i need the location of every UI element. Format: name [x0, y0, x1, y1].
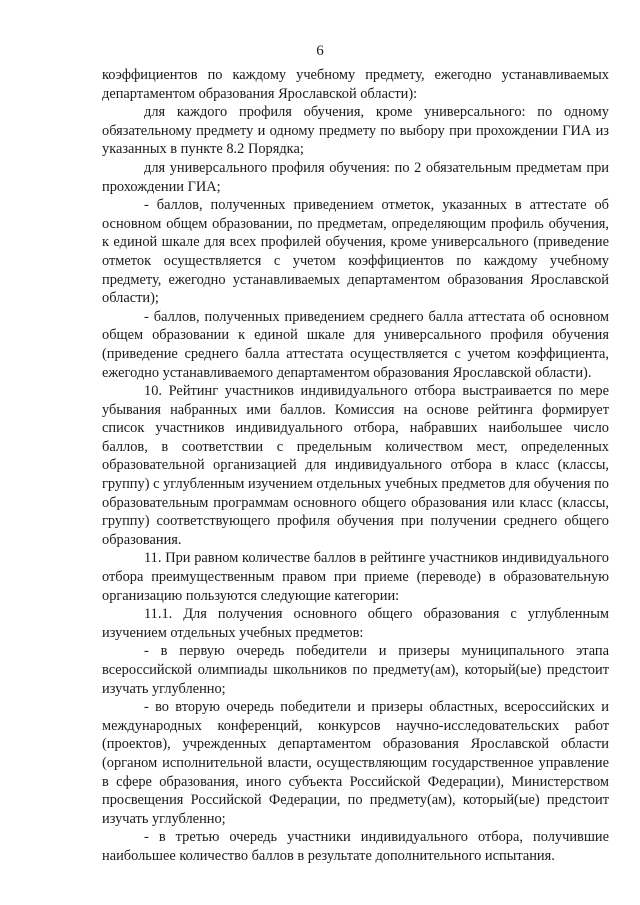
paragraph: коэффициентов по каждому учебному предмету, ежегодно устанавливаемых департаментом образования Ярославской области): [102, 67, 609, 102]
paragraph: - в первую очередь победители и призеры муниципального этапа всероссийской олимпиады школьников по предмету(ам), который(ые) предстоит изучать углубленно; [102, 643, 609, 697]
paragraph: для универсального профиля обучения: по 2 обязательным предметам при прохождении ГИА; [102, 159, 609, 195]
paragraph: - в третью очередь участники индивидуального отбора, получившие наибольшее количество баллов в результате дополнительного испытания. [102, 829, 609, 864]
paragraph: 10. Рейтинг участников индивидуального отбора выстраивается по мере убывания набранных ими баллов. Комиссия на основе рейтинга формирует список участников индивидуального отбора, набравших наибольшее число баллов, в соответствии с предельным количеством мест, определенных образовательной организацией для индивидуального отбора в класс (классы, группу) с углубленным изучением отдельных учебных предметов для обучения по образовательным программам основного общего образования или класс (классы, группу) соответствующего профиля обучения при получении среднего общего образования. [102, 383, 609, 548]
paragraph: 11.1. Для получения основного общего образования с углубленным изучением отдельных учебных предметов: [102, 606, 609, 641]
document-body [102, 66, 609, 866]
paragraph: - баллов, полученных приведением отметок, указанных в аттестате об основном общем образовании, по предметам, определяющим профиль обучения, к единой шкале для всех профилей обучения, кроме универсального (приведение отметок осуществляется с учетом коэффициентов по каждому учебному предмету, ежегодно устанавливаемых департаментом образования Ярославской области); [102, 197, 609, 307]
paragraph: - во вторую очередь победители и призеры областных, всероссийских и международных конференций, конкурсов научно-исследовательских работ (проектов), учрежденных департаментом образования Ярославской области (органом исполнительной власти, осуществляющим государственное управление в сфере образования, иного субъекта Российской Федерации), Министерством просвещения Российской Федерации, по предмету(ам), который(ые) предстоит изучать углубленно; [102, 699, 609, 827]
page-number: 6 [316, 43, 324, 59]
paragraph: для каждого профиля обучения, кроме универсального: по одному обязательному предмету и одному предмету по выбору при прохождении ГИА из указанных в пункте 8.2 Порядка; [102, 104, 609, 158]
paragraph: - баллов, полученных приведением среднего балла аттестата об основном общем образовании к единой шкале для универсального профиля обучения (приведение среднего балла аттестата осуществляется с учетом коэффициента, ежегодно устанавливаемого департаментом образования Ярославской области). [102, 308, 609, 381]
paragraph: 11. При равном количестве баллов в рейтинге участников индивидуального отбора преимущественным правом при приеме (переводе) в образовательную организацию пользуются следующие категории: [102, 550, 609, 604]
